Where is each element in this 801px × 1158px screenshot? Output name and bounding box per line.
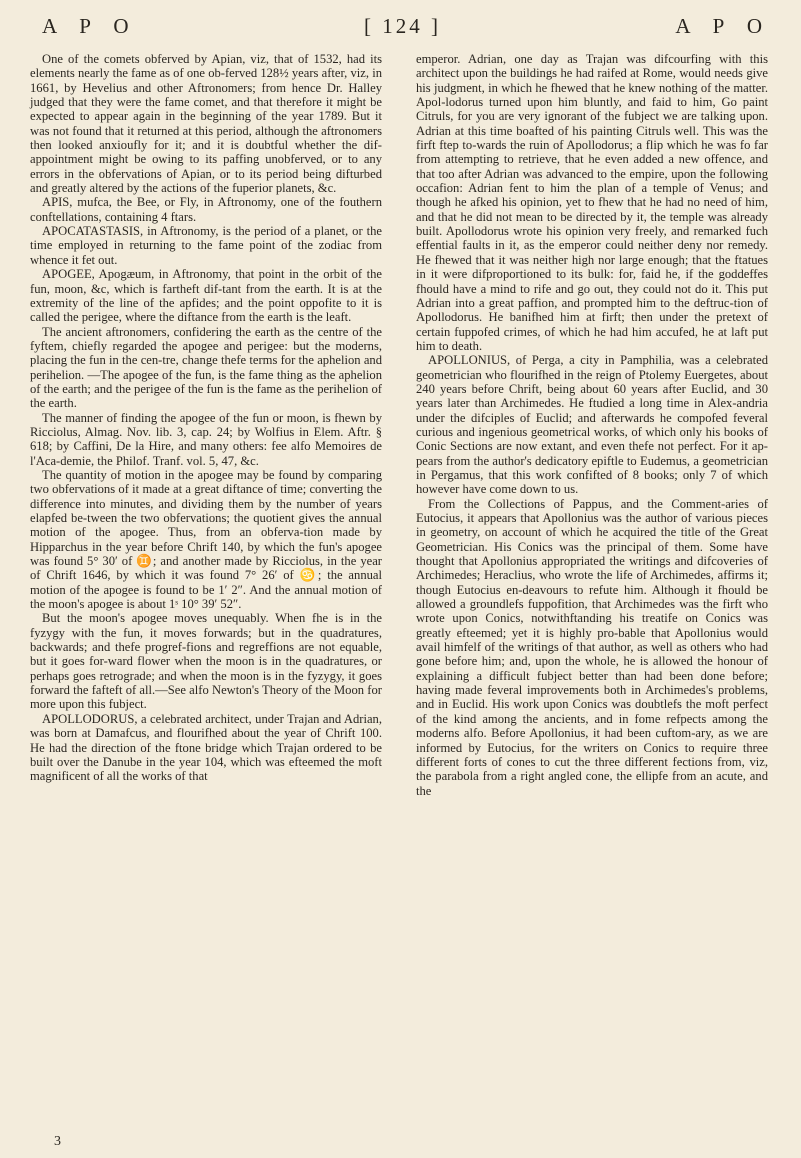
left-column: [30, 52, 382, 784]
running-header: [42, 8, 771, 48]
paragraph: From the Collections of Pappus, and the Comment-aries of Eutocius, it appears that Apollonius was the author of various pieces in geometry, on account of which he acquired the title of the Great Geometrician. His Conics was the principal of them. Some have thought that Apollonius appropriated the writings and difcoveries of Archimedes; Heraclius, who wrote the life of Archimedes, affirms it; though Eutocius en-deavours to refute him. Although it fhould be allowed a groundlefs fuppofition, that Archimedes was the firft who wrote upon Conics, notwithftanding his treatife on Conics was greatly efteemed; yet it is highly pro-bable that Apollonius would avail himfelf of the writings of that author, as well as others who had gone before him; and, upon the whole, he is allowed the honour of explaining a difficult fubject better than had been done before; having made feveral improvements both in Archimedes's problems, and in Euclid. His work upon Conics was doubtlefs the moft perfect of the kind among the ancients, and in fome refpects among the moderns alfo. Before Apollonius, it had been cuftom-ary, as we are informed by Eutocius, for the writers on Conics to require three different forts of cones to cut the three different fections from, viz, the parabola from a right angled cone, the ellipfe from an acute, and the: [416, 496, 768, 798]
entry-apocatastasis: APOCATASTASIS, in Aftronomy, is the period of a planet, or the time employed in returning to the fame point of the zodiac from whence it fet out.: [30, 224, 382, 267]
signature-mark: 3: [54, 1134, 61, 1149]
entry-apollonius: APOLLONIUS, of Perga, a city in Pamphilia, was a celebrated geometrician who flourifhed in the reign of Ptolemy Euergetes, about 240 years before Chrift, being about 60 years after Euclid, and 30 years later than Archimedes. He ftudied a long time in Alex-andria under the difciples of Euclid; and afterwards he compofed feveral curious and ingenious geometrical works, of which only his books of Conic Sections are now extant, and even thefe not perfect. For it ap-pears from the author's dedicatory epiftle to Eudemus, a geometrician in Pergamus, that this work confifted of 8 books; only 7 of which however have come down to us.: [416, 353, 768, 497]
header-left: A P O: [42, 14, 138, 38]
header-page-number: [ 124 ]: [364, 14, 441, 38]
entry-apogee: APOGEE, Apogæum, in Aftronomy, that point in the orbit of the fun, moon, &c, which is fartheft dif-tant from the earth. It is at the extremity of the line of the apfides; and the point oppofite to it is called the perigee, where the diftance from the earth is the leaft.: [30, 267, 382, 325]
right-column: [416, 52, 768, 798]
header-right: A P O: [675, 14, 771, 38]
entry-apis: APIS, mufca, the Bee, or Fly, in Aftronomy, one of the fouthern conftellations, containing 4 ftars.: [30, 195, 382, 224]
paragraph: The ancient aftronomers, confidering the earth as the centre of the fyftem, chiefly regarded the apogee and perigee: but the moderns, placing the fun in the cen-tre, change thefe terms for the aphelion and perihelion. —The apogee of the fun, is the fame thing as the aphelion of the earth; and the perigee of the fun is the fame as the perihelion of the earth.: [30, 324, 382, 411]
paragraph: The manner of finding the apogee of the fun or moon, is fhewn by Ricciolus, Almag. Nov. lib. 3, cap. 24; by Wolfius in Elem. Aftr. § 618; by Caffini, De la Hire, and many others: fee alfo Memoires de l'Aca-demie, the Philof. Tranf. vol. 5, 47, &c.: [30, 410, 382, 468]
paragraph: But the moon's apogee moves unequably. When fhe is in the fyzygy with the fun, it moves forwards; but in the quadratures, backwards; and thefe progref-fions and regreffions are not equable, but it goes for-ward flower when the moon is in the quadratures, or perhaps goes retrograde; and when the moon is in the fyzygy, it goes forward the fafteft of all.—See alfo Newton's Theory of the Moon for more upon this fubject.: [30, 611, 382, 712]
entry-apollodorus: APOLLODORUS, a celebrated architect, under Trajan and Adrian, was born at Damafcus, and flourifhed about the year of Chrift 100. He had the direction of the ftone bridge which Trajan ordered to be built over the Danube in the year 104, which was efteemed the moft magnificent of all the works of that: [30, 711, 382, 784]
paragraph: The quantity of motion in the apogee may be found by comparing two obfervations of it made at a great diftance of time; converting the difference into minutes, and dividing them by the number of years elapfed be-tween the two obfervations; the quotient gives the annual motion of the apogee. Thus, from an obferva-tion made by Hipparchus in the year before Chrift 140, by which the fun's apogee was found 5° 30′ of ♊; and another made by Ricciolus, in the year of Chrift 1646, by which it was found 7° 26′ of ♋; the annual motion of the apogee is found to be 1′ 2″. And the annual motion of the moon's apogee is about 1ˢ 10° 39′ 52″.: [30, 467, 382, 612]
paragraph: emperor. Adrian, one day as Trajan was difcourfing with this architect upon the buildings he had raifed at Rome, would needs give his judgment, in which he fhewed that he knew nothing of the matter. Apol-lodorus turned upon him bluntly, and faid to him, Go paint Citruls, for you are very ignorant of the fubject we are talking upon. Adrian at this time boafted of his painting Citruls well. This was the firft ftep to-wards the ruin of Apollodorus; a flip which he was fo far from attempting to retrieve, that he even added a new offence, and that too after Adrian was advanced to the empire, upon the following occafion: Adrian fent to him the plan of a temple of Venus; and though he afked his opinion, yet to fhew that he had no need of him, and that he did not mean to be directed by it, the temple was already built. Apollodorus wrote his opinion very freely, and remarked fuch effential faults in it, as the emperor could neither deny nor remedy. He fhewed that it was neither high nor large enough; that the ftatues in it were difproportioned to its bulk: for, faid he, if the goddeffes fhould have a mind to rife and go out, they could not do it. This put Adrian into a great paffion, and prompted him to the deftruc-tion of Apollodorus. He banifhed him at firft; then under the pretext of certain fuppofed crimes, of which he had him accufed, he at laft put him to death.: [416, 52, 768, 353]
paragraph: One of the comets obferved by Apian, viz, that of 1532, had its elements nearly the fame as of one ob-ferved 128½ years after, viz, in 1661, by Hevelius and other Aftronomers; from hence Dr. Halley judged that they were the fame comet, and that therefore it might be expected to appear again in the beginning of the year 1789. But it was not found that it returned at this period, although the aftronomers then looked anxioufly for it; and it is doubtful whether the dif-appointment might be owing to its paffing unobferved, or to any errors in the obfervations of Apian, or to its period being difturbed and greatly altered by the actions of the fuperior planets, &c.: [30, 52, 382, 196]
